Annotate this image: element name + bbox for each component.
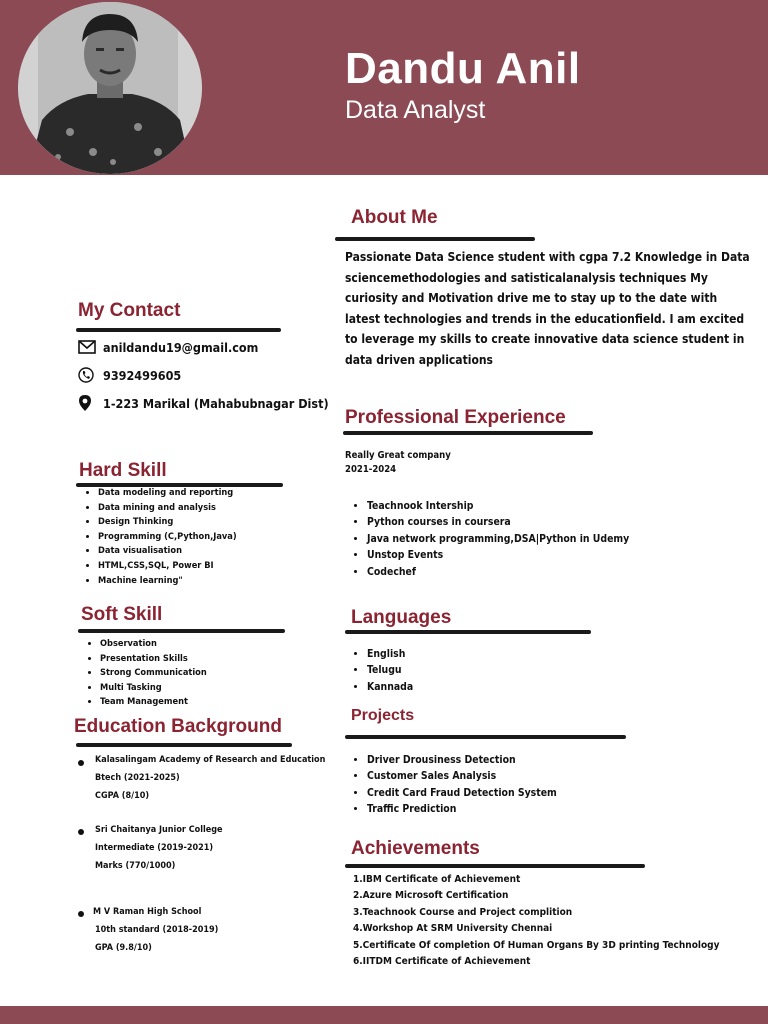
- experience-list: [345, 498, 629, 580]
- education-rule: [76, 743, 292, 747]
- list-item: 5.Certificate Of completion Of Human Organs By 3D printing Technology: [353, 939, 720, 951]
- bullet: [78, 829, 84, 835]
- education-school: Kalasalingam Academy of Research and Education: [95, 755, 326, 765]
- list-item: • Programming (C,Python,Java): [98, 530, 237, 545]
- list-item: 6.IITDM Certificate of Achievement: [353, 956, 531, 968]
- languages-heading: Languages: [351, 607, 452, 628]
- list-item: 1.IBM Certificate of Achievement: [353, 874, 521, 885]
- soft-skill-rule: [78, 629, 285, 633]
- hard-skill-list: [76, 486, 237, 588]
- list-item: • Credit Card Fraud Detection System: [367, 785, 557, 801]
- contact-phone[interactable]: 9392499605: [103, 368, 182, 383]
- list-item: • Observation: [100, 637, 207, 652]
- list-item: 2.Azure Microsoft Certification: [353, 890, 509, 902]
- education-detail: Btech (2021-2025): [95, 773, 180, 783]
- bullet: [78, 760, 84, 766]
- education-detail: Intermediate (2019-2021): [95, 843, 214, 853]
- list-item: 4.Workshop At SRM University Chennai: [353, 923, 553, 935]
- education-school: M V Raman High School: [93, 907, 202, 917]
- education-entry: [95, 821, 223, 875]
- contact-heading: My Contact: [78, 300, 181, 321]
- person-name: Dandu Anil: [345, 44, 581, 93]
- person-photo-icon: [18, 2, 202, 174]
- about-line: data driven applications: [345, 352, 493, 367]
- list-item: • Machine learning": [98, 574, 237, 589]
- about-line: sciencemethodologies and satisticalanalysis techniques My: [345, 270, 708, 285]
- projects-rule: [345, 735, 626, 739]
- list-item: 3.Teachnook Course and Project complition: [353, 906, 573, 918]
- list-item: • Kannada: [367, 679, 413, 695]
- list-item: • Strong Communication: [100, 666, 207, 681]
- achievements-heading: Achievements: [351, 838, 480, 859]
- contact-rule: [76, 328, 281, 332]
- experience-rule: [343, 431, 593, 435]
- achievements-list: [353, 872, 719, 970]
- projects-heading: Projects: [351, 707, 415, 724]
- education-detail: GPA (9.8/10): [95, 943, 152, 953]
- list-item: • Unstop Events: [367, 547, 629, 563]
- experience-heading: Professional Experience: [345, 407, 566, 428]
- list-item: • Customer Sales Analysis: [367, 768, 557, 784]
- list-item: • Telugu: [367, 662, 413, 678]
- about-line: curiosity and Motivation drive me to stay up to the date with: [345, 291, 718, 305]
- job-title: Data Analyst: [345, 96, 486, 124]
- about-line: to leverage my skills to create innovative data science student in: [345, 332, 745, 346]
- location-pin-icon: [78, 394, 98, 415]
- envelope-icon: [78, 340, 98, 357]
- list-item: • Teachnook Intership: [367, 498, 629, 514]
- header-banner: [0, 0, 768, 175]
- education-entry: [95, 751, 325, 805]
- projects-list: [345, 752, 557, 818]
- about-text: [345, 247, 750, 370]
- education-entry: [93, 903, 218, 957]
- languages-rule: [345, 630, 591, 634]
- about-heading: About Me: [351, 207, 438, 228]
- education-heading: Education Background: [74, 716, 282, 737]
- about-rule: [335, 237, 535, 241]
- list-item: • English: [367, 646, 413, 662]
- education-detail: 10th standard (2018-2019): [95, 925, 219, 935]
- list-item: • Data visualisation: [98, 544, 237, 559]
- list-item: • Codechef: [367, 564, 629, 580]
- contact-address: 1-223 Marikal (Mahabubnagar Dist): [103, 396, 329, 411]
- list-item: • Python courses in coursera: [367, 514, 629, 530]
- list-item: • Design Thinking: [98, 515, 237, 530]
- footer-bar: [0, 1006, 768, 1024]
- experience-years: 2021-2024: [345, 464, 397, 475]
- about-line: Passionate Data Science student with cgpa 7.2 Knowledge in Data: [345, 250, 750, 264]
- soft-skill-heading: Soft Skill: [81, 604, 163, 625]
- list-item: • Traffic Prediction: [367, 801, 557, 817]
- contact-phone-row[interactable]: [78, 367, 181, 386]
- profile-photo: [18, 2, 202, 174]
- education-detail: Marks (770/1000): [95, 861, 176, 871]
- about-line: latest technologies and trends in the educationfield. I am excited: [345, 311, 745, 326]
- list-item: • Java network programming,DSA|Python in Udemy: [367, 531, 629, 547]
- experience-company: Really Great company: [345, 450, 451, 461]
- education-detail: CGPA (8/10): [95, 791, 150, 801]
- list-item: • Data modeling and reporting: [98, 486, 237, 501]
- list-item: • HTML,CSS,SQL, Power BI: [98, 559, 237, 574]
- education-school: Sri Chaitanya Junior College: [95, 825, 223, 835]
- list-item: • Driver Drousiness Detection: [367, 752, 557, 768]
- contact-email[interactable]: anildandu19@gmail.com: [103, 340, 259, 355]
- achievements-rule: [345, 864, 645, 868]
- bullet: [78, 911, 84, 917]
- list-item: • Data mining and analysis: [98, 501, 237, 516]
- hard-skill-heading: Hard Skill: [79, 460, 167, 481]
- phone-icon: [78, 367, 98, 386]
- soft-skill-list: [78, 637, 207, 710]
- contact-address-row: [78, 394, 329, 415]
- languages-list: [345, 646, 413, 695]
- contact-email-row[interactable]: [78, 340, 258, 357]
- list-item: • Multi Tasking: [100, 681, 207, 696]
- list-item: • Presentation Skills: [100, 652, 207, 667]
- list-item: • Team Management: [100, 695, 207, 710]
